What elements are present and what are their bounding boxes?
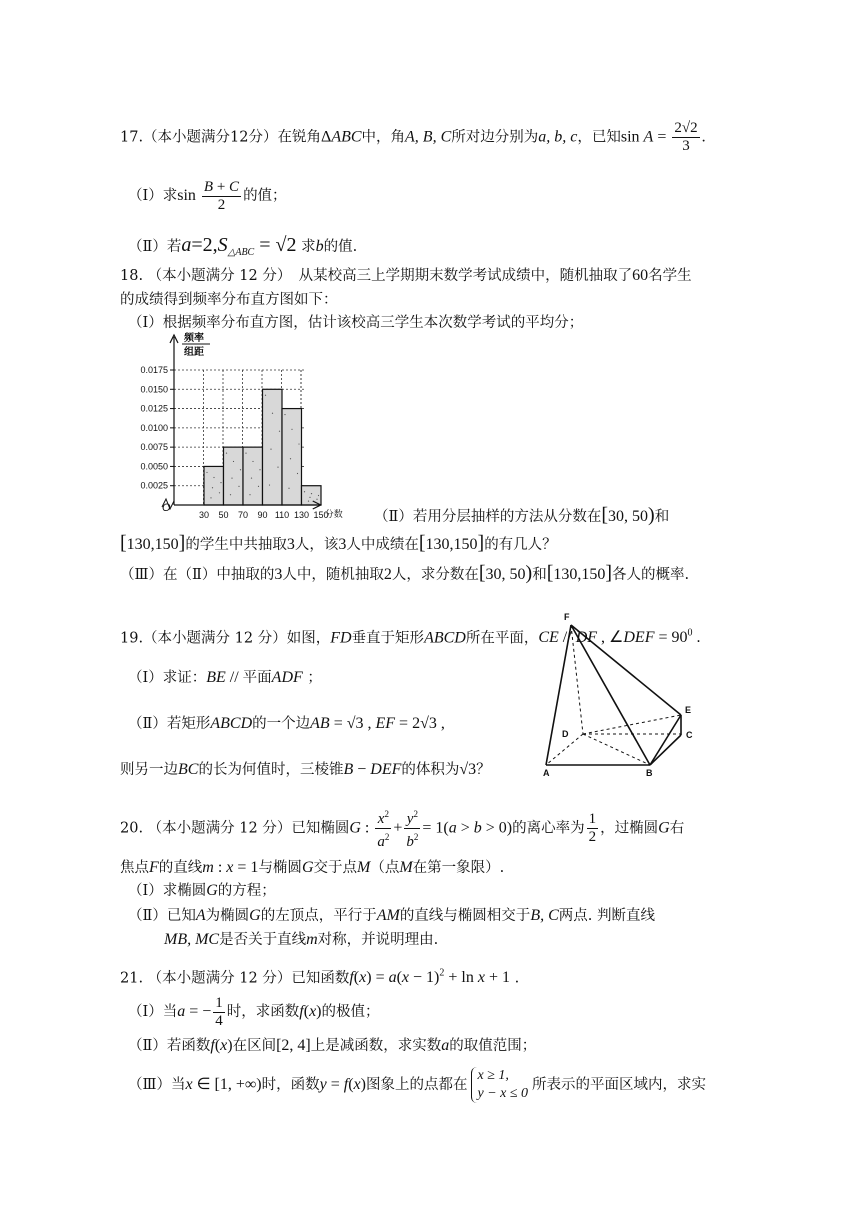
pyramid-figure: [538, 610, 708, 780]
bar-texture-dot: [284, 414, 285, 415]
q20-text: 与椭圆: [258, 860, 302, 876]
delta-abc: ΔABC: [321, 128, 362, 146]
q18-p3-text: 人，求分数在: [391, 567, 479, 583]
q20-p2-text: （Ⅱ）已知: [128, 908, 196, 924]
plane-adf: ADF: [271, 669, 303, 686]
rect-abcd: ABCD: [210, 715, 253, 732]
y-tick-label: 0.0050: [140, 461, 168, 472]
q20-part2-line2: MB, MC是否关于直线m对称，并说明理由.: [164, 931, 439, 948]
line-m-eq: m : x = 1: [202, 859, 259, 876]
x-tick-label: 150: [313, 510, 329, 520]
sides-abc: a, b, c: [538, 128, 578, 146]
vertex-label-e: E: [685, 705, 692, 715]
q18-number: 60: [632, 267, 649, 284]
q18-line2: 的成绩得到频率分布直方图如下：: [120, 292, 338, 308]
q18-p2-text: 的有几人？: [484, 537, 557, 553]
x-domain: x ∈ [1, +∞): [185, 1076, 262, 1093]
q17-p2-text: 的值.: [323, 239, 358, 255]
q17-part2: （Ⅱ）若$a=2,S_{\triangle ABC} = √2$ 求b的值.: [128, 234, 358, 258]
q17-text: 所对边分别为: [451, 129, 539, 146]
sqrt3-value: √3: [459, 761, 477, 778]
q20-text: 焦点: [120, 860, 149, 876]
interval-30-50: [30, 50): [601, 504, 655, 526]
q20-p2-text: 的左顶点，平行于: [260, 908, 377, 924]
q18-part2-line2: [120, 530, 557, 558]
q19-part1: （Ⅰ）求证：BE // 平面ADF ；: [128, 669, 322, 686]
q19-p3-text: ？: [476, 762, 491, 778]
ab-ef-values: AB = √3 , EF = 2√3 ,: [310, 715, 445, 732]
y-tick-label: 0.0025: [140, 480, 168, 491]
q21-p2-text: 的取值范围；: [449, 1038, 537, 1054]
q18-p2-text: 的学生中共抽取: [185, 537, 287, 553]
q18-text: 名学生: [648, 268, 692, 284]
q21-p2-text: 上是减函数，求实数: [310, 1038, 442, 1054]
q19-p2-text: 的一个边: [252, 716, 311, 732]
q17-text: 中，角: [361, 129, 406, 146]
q19-text: 垂直于矩形: [351, 630, 425, 647]
bar-texture-dot: [240, 469, 241, 470]
interval-30-50: [30, 50): [478, 562, 533, 584]
q18-p3-text: 人中，随机抽取: [282, 567, 384, 583]
q21-p3-text: 时，函数: [261, 1077, 320, 1093]
edge-fa: [546, 625, 571, 765]
segment-fd: FD: [330, 629, 352, 647]
bar-texture-dot: [251, 477, 252, 478]
x-tick-label: 30: [198, 510, 210, 520]
q17-header: 17.（本小题满分12分）在锐角ΔABC中，角A, B, C所对边分别为a, b, c，已知sin A = $\frac{2√2}{3}$ .: [120, 120, 706, 154]
q20-text: 右: [669, 820, 685, 837]
x-tick-label: 70: [237, 510, 249, 520]
q17-head-text: 17.（本小题满分12分）在锐角: [120, 129, 322, 146]
q20-p2-text: 对称，并说明理由.: [317, 932, 439, 948]
bar-texture-dot: [213, 477, 214, 478]
bar-texture-dot: [252, 461, 253, 462]
q20-p1-text: （Ⅰ）求椭圆: [128, 883, 207, 899]
a-value: a = −: [177, 1003, 212, 1020]
histogram-bar: [224, 447, 244, 505]
frequency-histogram: [120, 325, 382, 525]
bar-texture-dot: [238, 486, 239, 487]
bar-texture-dot: [309, 497, 310, 498]
q20-p2-text: 是否关于直线: [219, 932, 307, 948]
q21-p3-text: 所表示的平面区域内，求实: [532, 1077, 707, 1093]
q20-text: 在第一象限）.: [412, 860, 505, 876]
q20-text: 的直线: [158, 860, 203, 876]
q18-part1: （Ⅰ）根据频率分布直方图，估计该校高三学生本次数学考试的平均分；: [128, 315, 584, 331]
q21-p1-text: 的极值；: [321, 1004, 380, 1020]
q21-part1: （Ⅰ）当a = − $\frac{1}{4}$ 时，求函数f(x)的极值；: [128, 994, 380, 1029]
bar-texture-dot: [249, 494, 250, 495]
q20-part1: （Ⅰ）求椭圆G的方程；: [128, 882, 276, 899]
q19-text: 19.（本小题满分 12 分）如图，: [120, 630, 331, 647]
q19-part2: [128, 714, 445, 734]
q17-p1-text: 的值；: [243, 188, 287, 204]
bar-texture-dot: [297, 473, 298, 474]
bar-texture-dot: [230, 494, 231, 495]
q20-text: 的离心率为: [512, 820, 585, 837]
q19-p3-text: 则另一边: [120, 762, 178, 778]
q18-number: 3: [286, 536, 295, 553]
edge-fd-hidden: [571, 625, 583, 734]
bar-texture-dot: [311, 493, 312, 494]
q20-p2-text: 为椭圆: [205, 908, 250, 924]
bar-texture-dot: [277, 466, 278, 467]
bar-texture-dot: [233, 461, 234, 462]
vertex-label-c: C: [686, 730, 693, 740]
q21-p2-text: （Ⅱ）若函数: [128, 1038, 211, 1054]
q18-p2-text: 人，该: [294, 537, 339, 553]
x-axis-label: 分数: [324, 509, 343, 519]
q19-p2-text: （Ⅱ）若矩形: [128, 716, 211, 732]
vertex-label-d: D: [562, 729, 569, 739]
y-tick-label: 0.0075: [140, 442, 168, 453]
fraction-y2-b2: $\frac{y^2}{b^2}$: [404, 806, 420, 851]
q20-p1-text: 的方程；: [217, 883, 276, 899]
fraction-b-plus-c-over-2: $\frac{B + C}{2}$: [203, 178, 240, 213]
bar-texture-dot: [259, 469, 260, 470]
q19-p1-text: 平面: [242, 670, 272, 686]
graph-y-fx: y = f(x): [319, 1076, 366, 1093]
bar-texture-dot: [210, 497, 211, 498]
edge-fb: [571, 625, 650, 765]
origin-label: O: [162, 502, 171, 514]
bar-texture-dot: [212, 487, 213, 488]
bar-texture-dot: [220, 482, 221, 483]
bar-texture-dot: [219, 492, 220, 493]
q19-p3-text: 的体积为: [401, 762, 460, 778]
bar-texture-dot: [290, 458, 291, 459]
edge-fe: [571, 625, 681, 715]
q18-line1: [120, 266, 692, 286]
q17-text: ，已知: [577, 129, 621, 146]
x-tick-label: 110: [274, 510, 290, 520]
q21-text: 21. （本小题满分 12 分）已知函数: [120, 970, 350, 987]
q20-text: 交于点: [313, 860, 357, 876]
q18-p2-text: 和: [654, 509, 670, 525]
vertex-label-b: B: [646, 768, 653, 778]
q18-number: 3: [274, 566, 283, 583]
q19-p3-text: 的长为何值时，三棱锥: [198, 762, 344, 778]
q20-text: （点: [370, 860, 400, 876]
q18-part3: [120, 560, 689, 588]
sin-half-formula: sin: [177, 187, 200, 204]
bar-texture-dot: [304, 491, 305, 492]
ellipse-condition: = 1(a > b > 0): [422, 819, 513, 837]
bar-texture-dot: [291, 429, 292, 430]
edge-db-hidden: [583, 734, 650, 765]
q20-p2-text: 两点. 判断直线: [558, 908, 655, 924]
q20-text: 20. （本小题满分 12 分）已知椭圆: [120, 820, 350, 837]
bar-texture-dot: [226, 453, 227, 454]
fraction-x2-a2: $\frac{x^2}{a^2}$: [375, 806, 391, 851]
histogram-bar: [282, 409, 302, 505]
fraction-2root2-over-3: $\frac{2√2}{3}$: [674, 120, 698, 154]
q20-p2-text: 的直线与椭圆相交于: [399, 908, 531, 924]
interval-2-4: [2, 4]: [276, 1037, 311, 1054]
interval-130-150: [130,150]: [120, 532, 186, 554]
bar-texture-dot: [298, 443, 299, 444]
q20-line2: 焦点F的直线m : x = 1与椭圆G交于点M（点M在第一象限）.: [120, 859, 505, 876]
q18-number: 3: [338, 536, 347, 553]
bar-texture-dot: [270, 449, 271, 450]
q21-p3-text: 图象上的点都在: [365, 1077, 468, 1093]
q19-text: 所在平面，: [465, 630, 539, 647]
sin-a-formula: sin A =: [620, 128, 671, 146]
bar-texture-dot: [288, 488, 289, 489]
q18-p2-text: 人中成绩在: [346, 537, 419, 553]
q19-part3: [120, 760, 491, 780]
histogram-bar: [243, 447, 263, 505]
bar-texture-dot: [279, 431, 280, 432]
y-axis-label-top: 频率: [184, 333, 204, 344]
y-tick-label: 0.0100: [140, 422, 168, 433]
function-f-def: $f(x) = a(x - 1)^2 + \ln x + 1$: [349, 968, 510, 987]
q18-p3-text: 各人的概率.: [612, 567, 690, 583]
q20-header: 20. （本小题满分 12 分）已知椭圆G : $\frac{x^2}{a^2}$ + $\frac{y^2}{b^2}$ = 1(a > b > 0)的离心率为 $\frac{1}{2}$ ，过椭圆G右: [120, 806, 684, 851]
fraction-one-quarter: $\frac{1}{4}$: [215, 994, 223, 1029]
q20-text: ，过椭圆: [600, 820, 659, 837]
q21-part3: [128, 1062, 706, 1108]
rect-abcd: ABCD: [424, 629, 466, 647]
bar-texture-dot: [308, 501, 309, 502]
q17-p2-text: 求: [301, 239, 316, 255]
bar-texture-dot: [265, 395, 266, 396]
inequality-system: x ≥ 1, y − x ≤ 0: [471, 1067, 528, 1103]
pyramid-b-def: B − DEF: [343, 761, 402, 778]
interval-130-150: [130,150]: [418, 532, 485, 554]
q21-p2-text: 在区间: [232, 1038, 277, 1054]
bar-texture-dot: [316, 499, 317, 500]
y-tick-label: 0.0175: [140, 365, 168, 375]
q17-part1: [128, 176, 287, 216]
x-tick-label: 130: [293, 510, 310, 520]
q18-number: 2: [383, 566, 392, 583]
y-axis-label-bottom: 组距: [184, 347, 204, 358]
bar-texture-dot: [231, 477, 232, 478]
bar-texture-dot: [318, 495, 319, 496]
x-tick-label: 50: [218, 510, 229, 520]
y-tick-label: 0.0150: [140, 384, 168, 395]
ellipse-g: G: [349, 819, 361, 837]
lines-mb-mc: MB, MC: [164, 931, 220, 948]
bar-texture-dot: [269, 484, 270, 485]
vertex-label-a: A: [543, 768, 550, 778]
q18-text: 18. （本小题满分 12 分） 从某校高三上学期期末数学考试成绩中，随机抽取了: [120, 268, 633, 284]
bar-texture-dot: [245, 453, 246, 454]
q21-part2: （Ⅱ）若函数f(x)在区间[2, 4]上是减函数，求实数a的取值范围；: [128, 1037, 537, 1054]
angles-abc: A, B, C: [405, 128, 452, 146]
q21-p1-text: （Ⅰ）当: [128, 1004, 178, 1020]
bar-texture-dot: [258, 486, 259, 487]
bar-texture-dot: [206, 472, 207, 473]
q19-p1-text: （Ⅰ）求证：: [128, 670, 207, 686]
bar-texture-dot: [272, 413, 273, 414]
interval-130-150: [130,150]: [546, 562, 613, 584]
q17-p2-text: （Ⅱ）若: [128, 239, 182, 255]
q18-part2-line1: [374, 502, 669, 530]
condition-formula: $a=2,S_{\triangle ABC} = √2$: [181, 234, 297, 258]
q18-p2-text: （Ⅱ）若用分层抽样的方法从分数在: [374, 509, 602, 525]
q21-p3-text: （Ⅲ）当: [128, 1077, 186, 1093]
q17-p1-text: （Ⅰ）求: [128, 188, 178, 204]
fraction-one-half: $\frac{1}{2}$: [588, 811, 597, 845]
vertex-label-f: F: [564, 612, 570, 622]
be-parallel: BE //: [206, 669, 243, 686]
ce-parallel-df: CE // DF , ∠DEF = $90^0$ .: [538, 628, 701, 647]
q21-header: 21. （本小题满分 12 分）已知函数$f(x) = a(x - 1)^2 + \ln x + 1$ .: [120, 968, 520, 987]
y-tick-label: 0.0125: [140, 403, 168, 414]
side-bc: BC: [178, 761, 199, 778]
q18-p3-text: （Ⅲ）在（Ⅱ）中抽取的: [120, 567, 275, 583]
edge-de-hidden: [583, 715, 681, 734]
x-tick-label: 90: [257, 510, 268, 520]
q18-p3-text: 和: [532, 567, 547, 583]
q20-part2-line1: （Ⅱ）已知A为椭圆G的左顶点，平行于AM的直线与椭圆相交于B, C两点. 判断直线: [128, 907, 655, 924]
q21-p1-text: 时，求函数: [226, 1004, 300, 1020]
histogram-bar: [263, 389, 283, 505]
